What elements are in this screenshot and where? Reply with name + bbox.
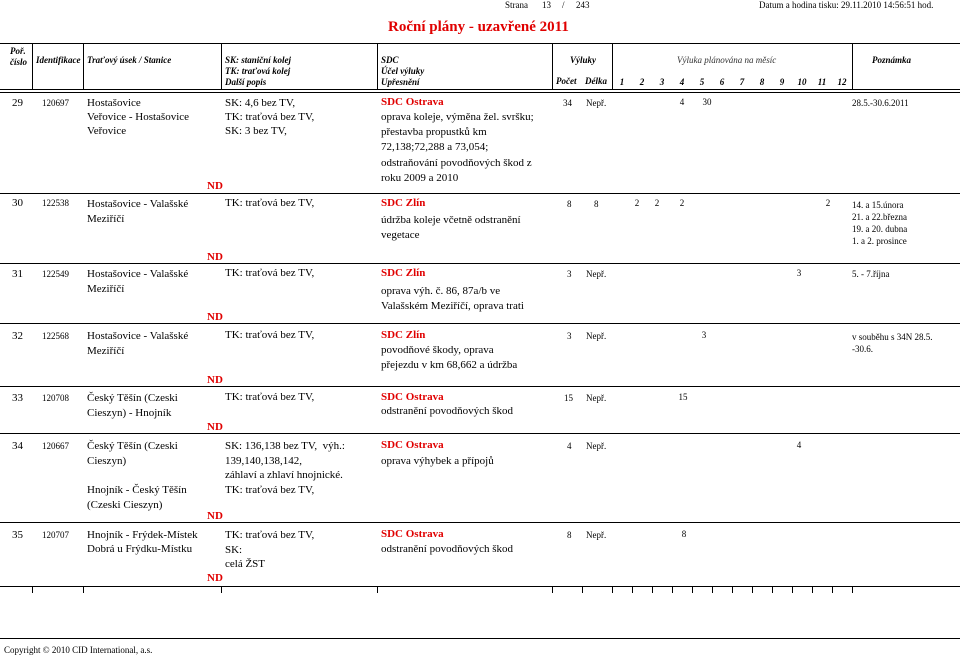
month-header: 3 [659, 77, 665, 87]
column-tick [612, 587, 613, 593]
row-track: TK: traťová bez TV, [225, 329, 315, 341]
header-divider [852, 43, 853, 89]
row-count: 3 [567, 331, 572, 341]
row-separator [0, 323, 960, 324]
column-tick [83, 587, 84, 593]
column-tick [32, 587, 33, 593]
row-nd-flag: ND [207, 251, 223, 263]
footer-copyright: Copyright © 2010 CID International, a.s. [4, 645, 153, 655]
row-nd-flag: ND [207, 421, 223, 433]
row-note: 5. - 7.října [852, 269, 890, 279]
row-section: Hostašovice - Valašské Meziříčí [87, 198, 189, 225]
page-label: Strana [505, 0, 528, 10]
row-number: 30 [12, 197, 23, 209]
month-header: 9 [779, 77, 785, 87]
header-section: Traťový úsek / Stanice [87, 55, 172, 65]
row-note: v souběhu s 34N 28.5. -30.6. [852, 332, 933, 354]
header-divider [552, 43, 553, 89]
row-purpose: odstranění povodňových škod [381, 405, 513, 417]
column-tick [377, 587, 378, 593]
row-nd-flag: ND [207, 311, 223, 323]
row-purpose: údržba koleje včetně odstranění vegetace [381, 214, 521, 241]
row-purpose: oprava výhybek a přípojů [381, 455, 494, 467]
row-sdc: SDC Ostrava [381, 439, 444, 451]
row-section: Český Těšín (Czeski Cieszyn) Hnojník - Český Těšín (Czeski Cieszyn) [87, 440, 187, 511]
row-sdc: SDC Ostrava [381, 528, 444, 540]
page-separator: / [562, 0, 565, 10]
header-sdc: SDC Účel výluky Upřesnění [381, 55, 425, 87]
month-header: 1 [619, 77, 625, 87]
print-datetime: Datum a hodina tisku: 29.11.2010 14:56:51 hod. [759, 0, 934, 10]
row-separator [0, 522, 960, 523]
row-length: Nepř. [586, 98, 607, 108]
row-separator [0, 193, 960, 194]
column-tick [712, 587, 713, 593]
month-count: 30 [702, 97, 712, 107]
row-note: 14. a 15.února 21. a 22.března 19. a 20. dubna 1. a 2. prosince [852, 200, 908, 246]
column-tick [752, 587, 753, 593]
column-tick [221, 587, 222, 593]
row-section: Český Těšín (Czeski Cieszyn) - Hnojník [87, 392, 178, 419]
column-tick [582, 587, 583, 593]
page-current: 13 [542, 0, 551, 10]
header-identification: Identifikace [36, 55, 81, 65]
row-count: 4 [567, 441, 572, 451]
row-nd-flag: ND [207, 180, 223, 192]
column-tick [632, 587, 633, 593]
row-count: 8 [567, 530, 572, 540]
row-length: 8 [594, 199, 599, 209]
row-length: Nepř. [586, 269, 607, 279]
header-number: Poř. číslo [10, 46, 27, 67]
column-tick [852, 587, 853, 593]
month-header: 10 [797, 77, 807, 87]
row-section: Hostašovice - Valašské Meziříčí [87, 330, 189, 357]
month-count: 15 [678, 392, 688, 402]
row-separator [0, 263, 960, 264]
month-header: 12 [837, 77, 847, 87]
column-tick [652, 587, 653, 593]
column-tick [792, 587, 793, 593]
month-header: 5 [699, 77, 705, 87]
row-track: TK: traťová bez TV, [225, 197, 315, 209]
row-section: Hostašovice - Valašské Meziříčí [87, 268, 189, 295]
row-track: TK: traťová bez TV, [225, 391, 315, 403]
page-total: 243 [576, 0, 590, 10]
row-track: SK: 4,6 bez TV, TK: traťová bez TV, SK: 3 bez TV, [225, 97, 315, 137]
header-track: SK: staniční kolej TK: traťová kolej Další popis [225, 55, 292, 87]
month-count: 8 [681, 529, 687, 539]
row-number: 29 [12, 97, 23, 109]
row-section: Hnojník - Frýdek-Místek Dobrá u Frýdku-Místku [87, 529, 198, 555]
row-nd-flag: ND [207, 510, 223, 522]
month-count: 2 [825, 198, 831, 208]
row-note: 28.5.-30.6.2011 [852, 98, 909, 108]
row-track: TK: traťová bez TV, [225, 267, 315, 279]
row-purpose: odstranění povodňových škod [381, 543, 513, 555]
row-count: 3 [567, 269, 572, 279]
row-id: 120708 [42, 393, 69, 403]
header-delka: Délka [585, 76, 607, 86]
header-vyluky: Výluky [570, 55, 596, 65]
row-length: Nepř. [586, 441, 607, 451]
row-id: 120707 [42, 530, 69, 540]
row-number: 35 [12, 529, 23, 541]
column-tick [692, 587, 693, 593]
column-tick [832, 587, 833, 593]
header-divider [221, 43, 222, 89]
month-header: 2 [639, 77, 645, 87]
page-title: Roční plány - uzavřené 2011 [388, 19, 569, 35]
footer-rule [0, 638, 960, 639]
row-number: 31 [12, 268, 23, 280]
row-id: 120667 [42, 441, 69, 451]
header-divider [377, 43, 378, 89]
row-id: 120697 [42, 98, 69, 108]
month-header: 11 [817, 77, 827, 87]
month-header: 7 [739, 77, 745, 87]
row-length: Nepř. [586, 530, 607, 540]
month-count: 3 [701, 330, 707, 340]
row-number: 33 [12, 392, 23, 404]
row-sdc: SDC Zlín [381, 329, 426, 341]
row-separator [0, 386, 960, 387]
row-nd-flag: ND [207, 572, 223, 584]
month-count: 4 [796, 440, 802, 450]
row-count: 15 [564, 393, 573, 403]
row-id: 122568 [42, 331, 69, 341]
row-section: Hostašovice Veřovice - Hostašovice Veřovice [87, 97, 190, 137]
row-sdc: SDC Zlín [381, 267, 426, 279]
row-track: TK: traťová bez TV, SK: celá ŽST [225, 529, 315, 570]
month-count: 2 [634, 198, 640, 208]
row-separator [0, 586, 960, 587]
row-sdc: SDC Ostrava [381, 96, 444, 108]
header-note: Poznámka [872, 55, 912, 65]
column-tick [552, 587, 553, 593]
row-purpose: oprava výh. č. 86, 87a/b ve Valašském Meziříčí, oprava trati [381, 285, 524, 312]
column-tick [772, 587, 773, 593]
row-nd-flag: ND [207, 374, 223, 386]
column-tick [812, 587, 813, 593]
header-top-rule [0, 43, 960, 44]
header-divider [32, 43, 33, 89]
month-header: 8 [759, 77, 765, 87]
month-count: 3 [796, 268, 802, 278]
row-id: 122538 [42, 198, 69, 208]
row-separator [0, 433, 960, 434]
row-purpose: povodňové škody, oprava přejezdu v km 68,662 a údržba [381, 344, 518, 371]
row-length: Nepř. [586, 331, 607, 341]
header-bottom-rule [0, 89, 960, 90]
header-divider [83, 43, 84, 89]
row-length: Nepř. [586, 393, 607, 403]
month-count: 2 [654, 198, 660, 208]
header-bottom-rule-double [0, 92, 960, 93]
header-month-plan: Výluka plánována na měsíc [677, 55, 777, 65]
row-sdc: SDC Zlín [381, 197, 426, 209]
month-count: 4 [679, 97, 685, 107]
row-purpose: oprava koleje, výměna žel. svršku; přestavba propustků km 72,138;72,288 a 73,054; odstraňování povodňových škod z roku 2009 a 2010 [381, 111, 534, 184]
row-count: 34 [563, 98, 572, 108]
month-count: 2 [679, 198, 685, 208]
row-number: 34 [12, 440, 23, 452]
month-header: 4 [679, 77, 685, 87]
row-number: 32 [12, 330, 23, 342]
row-sdc: SDC Ostrava [381, 391, 444, 403]
row-id: 122549 [42, 269, 69, 279]
row-track: SK: 136,138 bez TV, výh.: 139,140,138,142, záhlaví a zhlaví hnojnické. TK: traťová bez TV, [225, 440, 345, 496]
column-tick [732, 587, 733, 593]
month-header: 6 [719, 77, 725, 87]
header-pocet: Počet [556, 76, 577, 86]
column-tick [672, 587, 673, 593]
row-count: 8 [567, 199, 572, 209]
header-divider [612, 43, 613, 89]
